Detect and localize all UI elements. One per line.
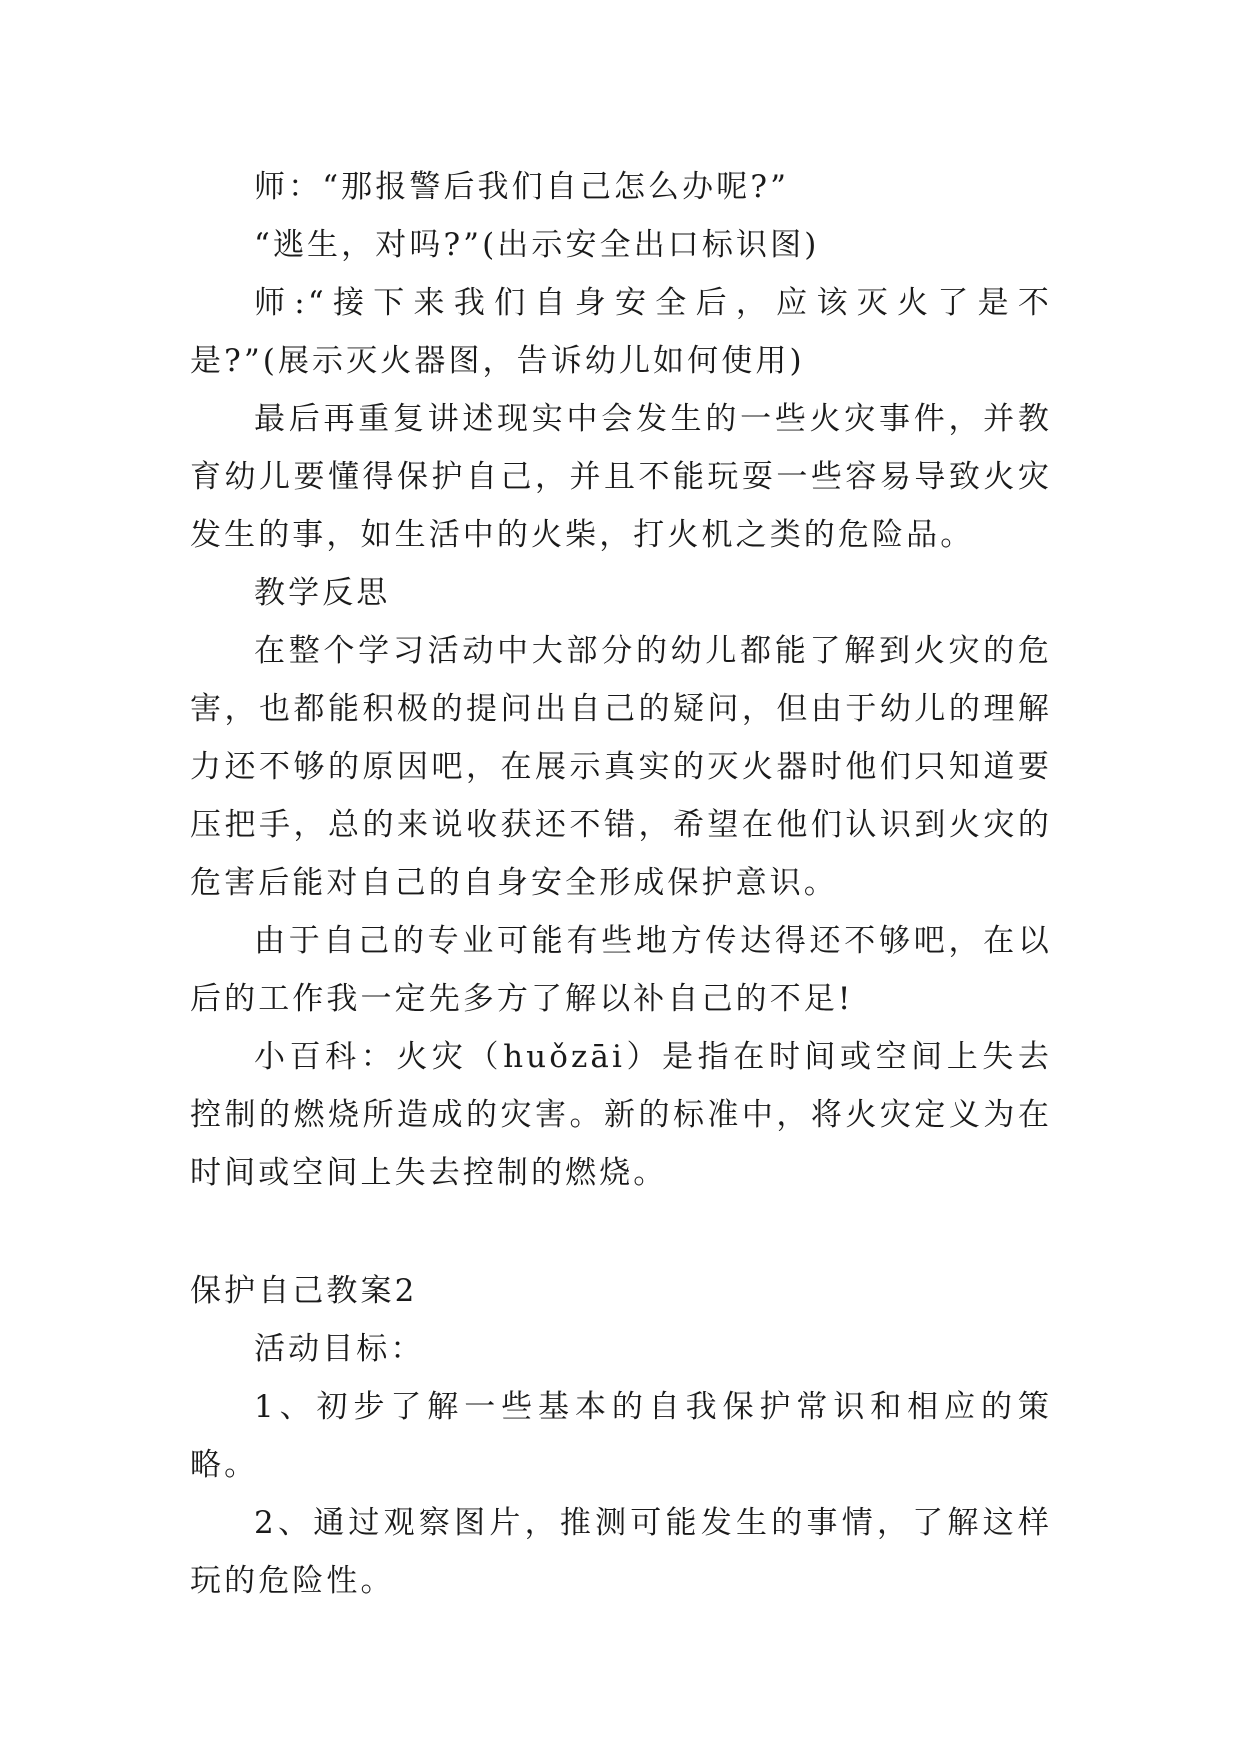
objective-item-1: 1、初步了解一些基本的自我保护常识和相应的策略。 bbox=[190, 1389, 1052, 1483]
reflection-heading: 教学反思 bbox=[254, 575, 391, 611]
objectives-heading: 活动目标： bbox=[254, 1331, 425, 1367]
encyclopedia-paragraph: 小百科：火灾（huǒzāi）是指在时间或空间上失去控制的燃烧所造成的灾害。新的标准中，将火灾定义为在时间或空间上失去控制的燃烧。 bbox=[190, 1039, 1052, 1191]
section-title: 保护自己教案2 bbox=[190, 1273, 418, 1309]
reflection-paragraph-1: 在整个学习活动中大部分的幼儿都能了解到火灾的危害，也都能积极的提问出自己的疑问，但由于幼儿的理解力还不够的原因吧，在展示真实的灭火器时他们只知道要压把手，总的来说收获还不错，希望在他们认识到火灾的危害后能对自己的自身安全形成保护意识。 bbox=[190, 633, 1052, 901]
reflection-paragraph-2: 由于自己的专业可能有些地方传达得还不够吧，在以后的工作我一定先多方了解以补自己的不足! bbox=[190, 923, 1052, 1017]
objective-item-2: 2、通过观察图片，推测可能发生的事情，了解这样玩的危险性。 bbox=[190, 1505, 1052, 1599]
dialogue-paragraph-2: “逃生，对吗?”(出示安全出口标识图) bbox=[254, 227, 820, 263]
document-body bbox=[190, 158, 1052, 1610]
dialogue-paragraph-1: 师：“那报警后我们自己怎么办呢?” bbox=[254, 169, 790, 205]
dialogue-paragraph-3: 师:“接下来我们自身安全后，应该灭火了是不是?”(展示灭火器图，告诉幼儿如何使用) bbox=[190, 285, 1052, 379]
summary-paragraph: 最后再重复讲述现实中会发生的一些火灾事件，并教育幼儿要懂得保护自己，并且不能玩耍一些容易导致火灾发生的事，如生活中的火柴，打火机之类的危险品。 bbox=[190, 401, 1052, 553]
